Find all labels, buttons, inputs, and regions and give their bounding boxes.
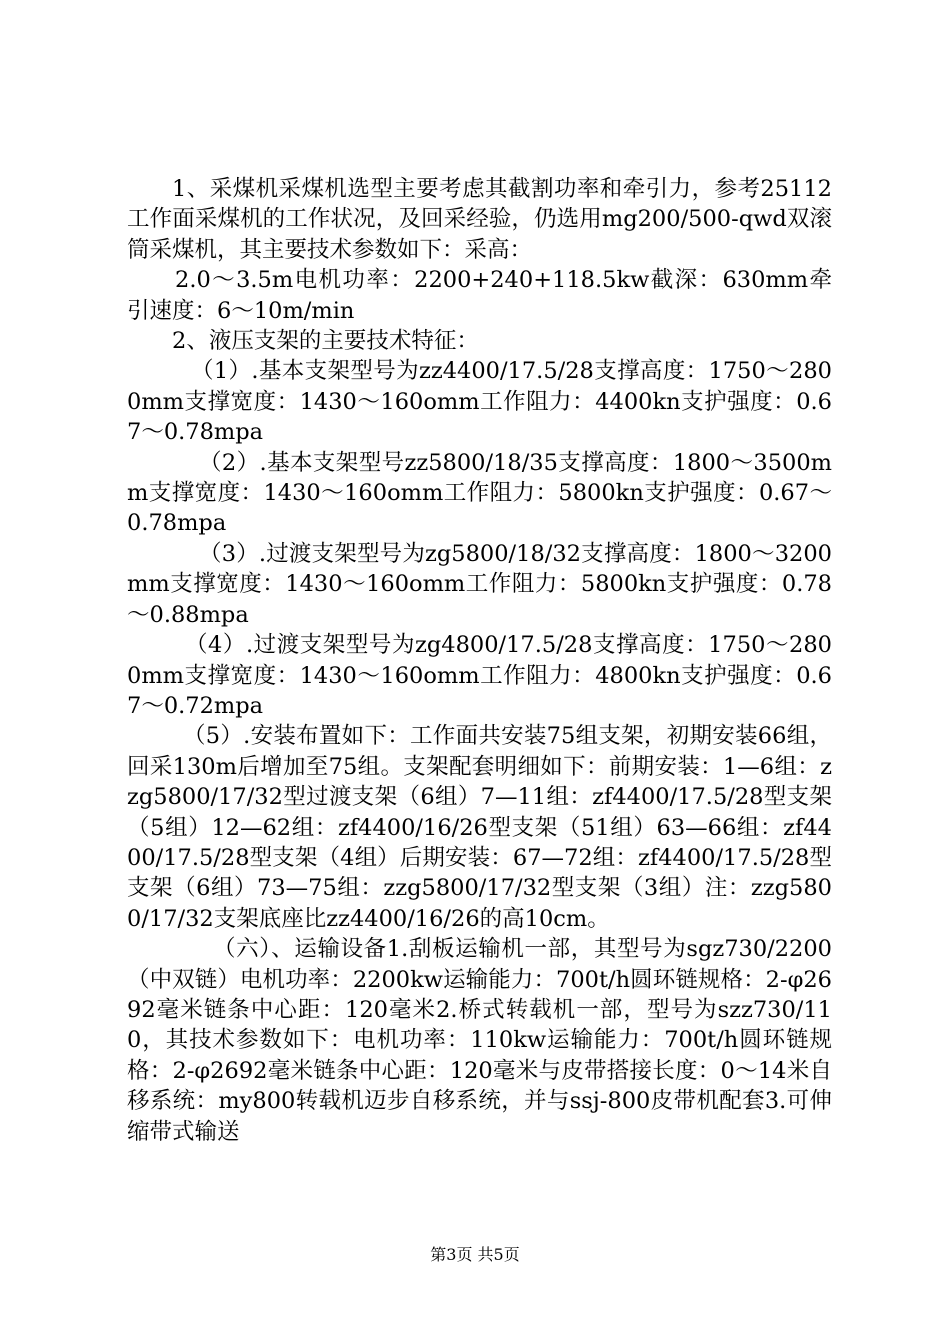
paragraph-support-2: （2）.基本支架型号zz5800/18/35支撑高度：1800～3500mm支撑宽度：1430～160omm工作阻力：5800kn支护强度：0.67～0.78mpa [127,449,832,537]
paragraph-transport-equipment: （六）、运输设备1.刮板运输机一部，其型号为sgz730/2200（中双链）电机功率：2200kw运输能力：700t/h圆环链规格：2-φ2692毫米链条中心距：120毫米2.桥式转载机一部，型号为szz730/110，其技术参数如下：电机功率：110kw运输能力：700t/h圆环链规格：2-φ2692毫米链条中心距：120毫米与皮带搭接长度：0～14米自移系统：my800转载机迈步自移系统，并与ssj-800皮带机配套3.可伸缩带式输送 [127,936,832,1145]
paragraph-hydraulic-support-heading: 2、液压支架的主要技术特征： [172,328,479,355]
paragraph-support-3: （3）.过渡支架型号为zg5800/18/32支撑高度：1800～3200mm支撑宽度：1430～160omm工作阻力：5800kn支护强度：0.78～0.88mpa [127,540,832,628]
document-body [127,174,832,1147]
paragraph-shearer-parameters: 2.0～3.5m电机功率：2200+240+118.5kw截深：630mm牵引速度：6～10m/min [127,267,832,324]
paragraph-support-4: （4）.过渡支架型号为zg4800/17.5/28支撑高度：1750～2800mm支撑宽度：1430～160omm工作阻力：4800kn支护强度：0.67～0.72mpa [127,632,832,719]
page-number-footer: 第3页 共5页 [430,1245,520,1264]
paragraph-support-1: （1）.基本支架型号为zz4400/17.5/28支撑高度：1750～2800mm支撑宽度：1430～160omm工作阻力：4400kn支护强度：0.67～0.78mpa [127,358,832,446]
paragraph-shearer-selection: 1、采煤机采煤机选型主要考虑其截割功率和牵引力，参考25112工作面采煤机的工作状况，及回采经验，仍选用mg200/500-qwd双滚筒采煤机，其主要技术参数如下：采高： [127,176,832,263]
paragraph-support-layout: （5）.安装布置如下：工作面共安装75组支架，初期安装66组，回采130m后增加至75组。支架配套明细如下：前期安装：1—6组：zzg5800/17/32型过渡支架（6组）7—11组：zf4400/17.5/28型支架（5组）12—62组：zf4400/16/26型支架（51组）63—66组：zf4400/17.5/28型支架（4组）后期安装：67—72组：zf4400/17.5/28型支架（6组）73—75组：zzg5800/17/32型支架（3组）注：zzg5800/17/32支架底座比zz4400/16/26的高10cm。 [127,723,832,932]
